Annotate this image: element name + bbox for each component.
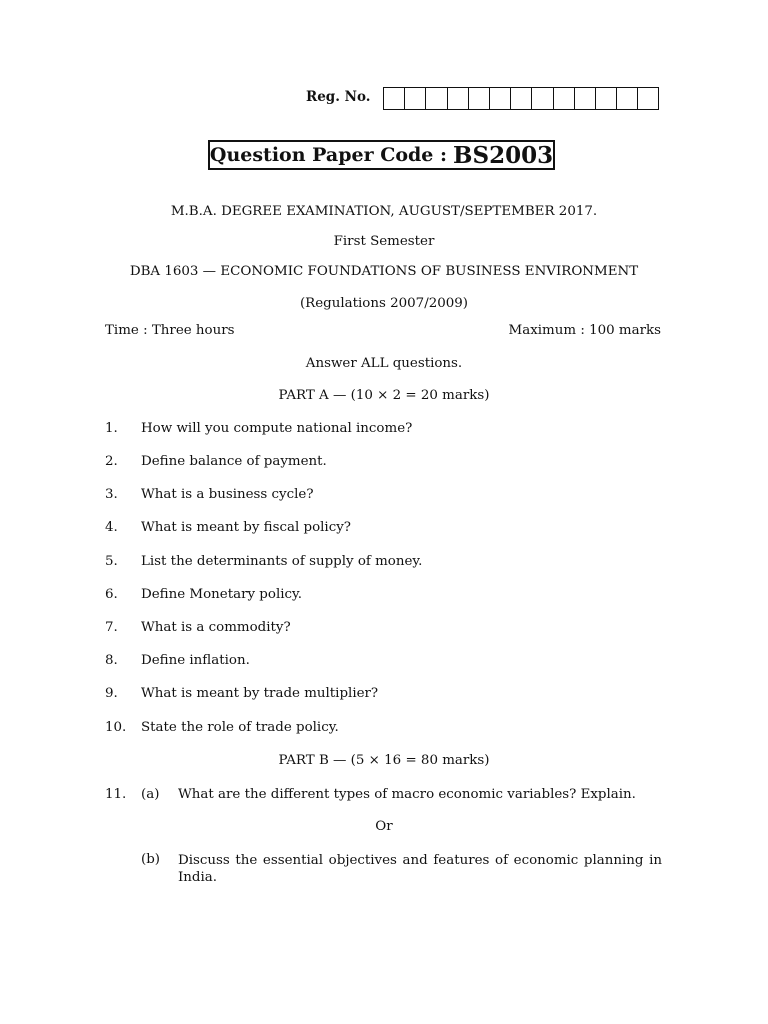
- question-number: 4.: [105, 520, 118, 535]
- reg-no-digit-box[interactable]: [511, 87, 532, 110]
- question-text: List the determinants of supply of money.: [141, 554, 423, 569]
- max-marks-label: Maximum : 100 marks: [508, 323, 661, 338]
- reg-no-boxes[interactable]: [383, 87, 659, 110]
- question-text: Define Monetary policy.: [141, 587, 303, 602]
- or-separator: Or: [375, 819, 393, 834]
- question-number: 8.: [105, 653, 118, 668]
- question-number: 1.: [105, 421, 118, 436]
- time-label: Time : Three hours: [105, 323, 235, 338]
- question-text: Discuss the essential objectives and features of economic planning in India.: [178, 853, 662, 885]
- reg-no-digit-box[interactable]: [554, 87, 575, 110]
- reg-no-digit-box[interactable]: [575, 87, 596, 110]
- question-text: What is meant by fiscal policy?: [141, 520, 351, 535]
- semester: First Semester: [333, 234, 435, 249]
- part-b-heading: PART B — (5 × 16 = 80 marks): [278, 753, 490, 768]
- question-text: How will you compute national income?: [141, 421, 413, 436]
- question-number: 10.: [105, 720, 127, 735]
- sub-question-label: (a): [141, 787, 160, 802]
- reg-no-digit-box[interactable]: [617, 87, 638, 110]
- question-text: What is meant by trade multiplier?: [141, 686, 379, 701]
- reg-no-digit-box[interactable]: [638, 87, 659, 110]
- sub-question-label: (b): [141, 852, 161, 867]
- question-number: 5.: [105, 554, 118, 569]
- question-text: What is a business cycle?: [141, 487, 314, 502]
- course-title: DBA 1603 — ECONOMIC FOUNDATIONS OF BUSINESS ENVIRONMENT: [129, 264, 639, 279]
- reg-no-digit-box[interactable]: [405, 87, 426, 110]
- regulations: (Regulations 2007/2009): [299, 296, 469, 311]
- question-number: 11.: [105, 787, 127, 802]
- question-number: 2.: [105, 454, 118, 469]
- reg-no-digit-box[interactable]: [469, 87, 490, 110]
- question-text: State the role of trade policy.: [141, 720, 339, 735]
- question-number: 7.: [105, 620, 118, 635]
- question-number: 3.: [105, 487, 118, 502]
- reg-no-digit-box[interactable]: [532, 87, 553, 110]
- code-label: Question Paper Code :: [209, 144, 448, 166]
- question-text: Define balance of payment.: [141, 454, 327, 469]
- question-paper-code-box: [208, 140, 555, 170]
- question-text: What are the different types of macro economic variables? Explain.: [178, 787, 636, 802]
- reg-no-digit-box[interactable]: [426, 87, 447, 110]
- reg-no-label: Reg. No.: [306, 89, 371, 105]
- reg-no-digit-box[interactable]: [384, 87, 405, 110]
- code-value: BS2003: [453, 141, 554, 169]
- question-number: 9.: [105, 686, 118, 701]
- question-number: 6.: [105, 587, 118, 602]
- instruction: Answer ALL questions.: [305, 356, 463, 371]
- reg-no-digit-box[interactable]: [448, 87, 469, 110]
- exam-title: M.B.A. DEGREE EXAMINATION, AUGUST/SEPTEMBER 2017.: [170, 204, 598, 219]
- question-text: What is a commodity?: [141, 620, 291, 635]
- part-a-heading: PART A — (10 × 2 = 20 marks): [278, 388, 490, 403]
- question-text: Define inflation.: [141, 653, 250, 668]
- reg-no-digit-box[interactable]: [490, 87, 511, 110]
- reg-no-digit-box[interactable]: [596, 87, 617, 110]
